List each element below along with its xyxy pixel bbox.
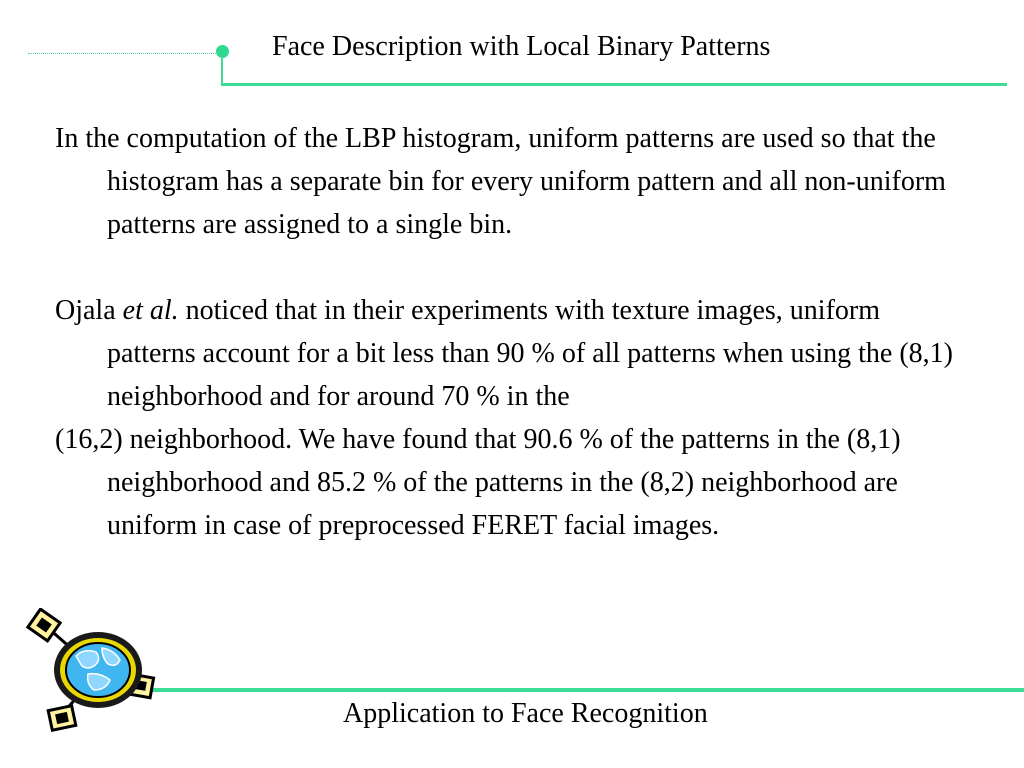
slide-title: Face Description with Local Binary Patterns xyxy=(272,31,771,62)
paragraph-lbp-histogram: In the computation of the LBP histogram, uniform patterns are used so that the histogram has a separate bin for every uniform pattern and all non-uniform patterns are assigned to a single bin. xyxy=(55,123,946,240)
title-dotted-line xyxy=(28,53,220,54)
author-name: Ojala xyxy=(55,295,123,326)
paragraph-feret-results: (16,2) neighborhood. We have found that 90.6 % of the patterns in the (8,1) neighborhood and 85.2 % of the patterns in the (8,2) neighborhood are uniform in case of preprocessed FERET facial images. xyxy=(55,424,901,541)
ojala-findings: noticed that in their experiments with texture images, uniform patterns account for a bit less than 90 % of all patterns when using the (8,1) neighborhood and for around 70 % in the xyxy=(107,295,953,412)
footer-rule xyxy=(150,688,1024,692)
title-underline xyxy=(221,83,1007,86)
satellite-globe-icon xyxy=(18,608,168,738)
paragraph-ojala xyxy=(55,289,975,418)
slide-body xyxy=(55,117,975,547)
globe-sphere xyxy=(54,632,142,708)
et-al-text: et al. xyxy=(122,295,179,326)
title-vertical-rule xyxy=(221,57,223,85)
slide-footer: Application to Face Recognition xyxy=(343,698,708,729)
paragraph-spacer xyxy=(55,246,975,289)
